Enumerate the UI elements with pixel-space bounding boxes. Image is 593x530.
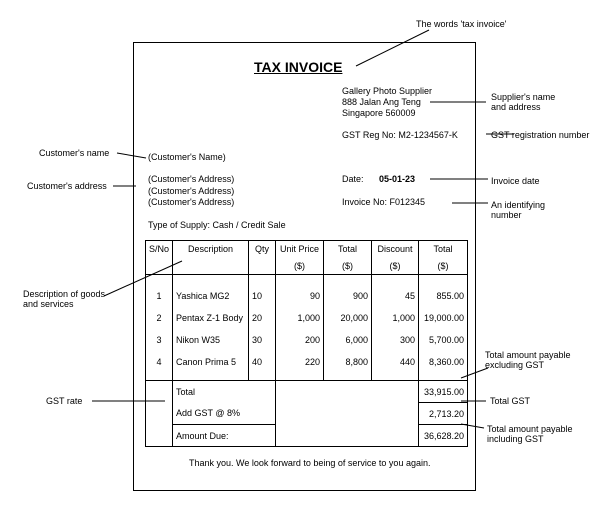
annotation-identifying-line2: number [491,210,522,220]
unit-label: ($) [276,258,324,275]
customer-address-line3: (Customer's Address) [148,197,235,207]
row-description: Nikon W35 [173,329,249,351]
row-qty: 10 [249,285,276,307]
unit-label: ($) [324,258,372,275]
invoice-title: TAX INVOICE [254,59,343,75]
annotation-total-gst: Total GST [490,396,531,406]
amount-due-label: Amount Due: [173,425,276,447]
leader-line-customer-name [117,153,146,158]
leader-line-total-excl [461,368,488,378]
row-net-total: 5,700.00 [419,329,468,351]
annotation-supplier-line2: and address [491,102,541,112]
supplier-address-line1: 888 Jalan Ang Teng [342,97,421,107]
row-description: Pentax Z-1 Body [173,307,249,329]
row-sno: 4 [146,351,173,373]
annotation-total-excl-line2: excluding GST [485,360,545,370]
row-description: Canon Prima 5 [173,351,249,373]
annotation-supplier-line1: Supplier's name [491,92,556,102]
supply-type: Type of Supply: Cash / Credit Sale [148,220,286,230]
row-unit-price: 1,000 [276,307,324,329]
annotation-total-incl-line1: Total amount payable [487,424,573,434]
row-discount: 440 [372,351,419,373]
leader-line-total-incl [461,424,484,428]
row-total: 6,000 [324,329,372,351]
annotation-customer-address: Customer's address [27,181,107,191]
row-net-total: 855.00 [419,285,468,307]
row-qty: 30 [249,329,276,351]
customer-address-line1: (Customer's Address) [148,174,235,184]
row-total: 900 [324,285,372,307]
row-discount: 300 [372,329,419,351]
row-total: 20,000 [324,307,372,329]
row-discount: 45 [372,285,419,307]
supplier-address-line2: Singapore 560009 [342,108,416,118]
annotation-description-line2: and services [23,299,74,309]
row-sno: 2 [146,307,173,329]
col-header-unit-price: Unit Price [276,241,324,258]
invoice-number: Invoice No: F012345 [342,197,426,207]
footer-message: Thank you. We look forward to being of service to you again. [189,458,431,468]
row-unit-price: 90 [276,285,324,307]
annotation-total-excl-line1: Total amount payable [485,350,571,360]
annotation-invoice-date: Invoice date [491,176,540,186]
row-net-total: 8,360.00 [419,351,468,373]
annotation-total-incl-line2: including GST [487,434,544,444]
customer-name: (Customer's Name) [148,152,226,162]
col-header-qty: Qty [249,241,276,258]
date-label: Date: [342,174,364,184]
customer-address-line2: (Customer's Address) [148,186,235,196]
col-header-sno: S/No [146,241,173,258]
row-sno: 3 [146,329,173,351]
col-header-discount: Discount [372,241,419,258]
gst-label: Add GST @ 8% [173,403,276,425]
annotation-gst-reg: GST registration number [491,130,590,140]
gst-value: 2,713.20 [419,403,468,425]
gst-reg-number: GST Reg No: M2-1234567-K [342,130,458,140]
annotation-tax-invoice: The words 'tax invoice' [416,19,507,29]
row-qty: 40 [249,351,276,373]
date-value: 05-01-23 [379,174,416,184]
col-header-description: Description [173,241,249,258]
row-sno: 1 [146,285,173,307]
row-description: Yashica MG2 [173,285,249,307]
annotation-description-line1: Description of goods [23,289,106,299]
row-qty: 20 [249,307,276,329]
row-unit-price: 200 [276,329,324,351]
unit-label: ($) [419,258,468,275]
annotation-customer-name: Customer's name [39,148,110,158]
total-value: 33,915.00 [419,381,468,403]
amount-due-value: 36,628.20 [419,425,468,447]
row-net-total: 19,000.00 [419,307,468,329]
row-unit-price: 220 [276,351,324,373]
leader-line-description [104,261,182,296]
col-header-total-net: Total [419,241,468,258]
unit-label: ($) [372,258,419,275]
leader-line-tax-invoice [356,30,429,66]
row-discount: 1,000 [372,307,419,329]
annotation-gst-rate: GST rate [46,396,83,406]
total-label: Total [173,381,276,403]
row-total: 8,800 [324,351,372,373]
annotation-identifying-line1: An identifying [491,200,546,210]
supplier-name: Gallery Photo Supplier [342,86,433,96]
col-header-total: Total [324,241,372,258]
